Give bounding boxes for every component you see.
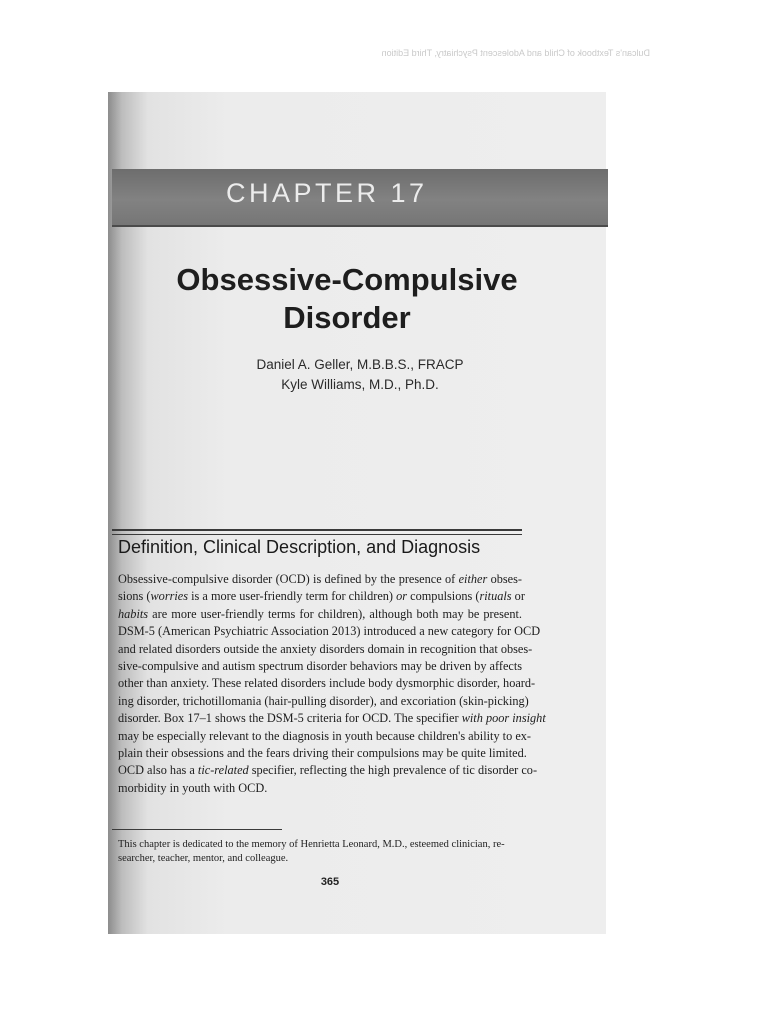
section-top-rule-thin <box>112 534 522 535</box>
body-run: other than anxiety. These related disorders include body dysmorphic disorder, hoard- <box>118 676 536 691</box>
body-line <box>118 607 522 624</box>
body-line <box>118 641 533 659</box>
body-run: OCD also has a <box>118 763 198 778</box>
body-line <box>118 676 536 693</box>
author-2: Kyle Williams, M.D., Ph.D. <box>281 377 439 392</box>
body-italic-run: tic-related <box>197 763 249 778</box>
body-line <box>118 781 522 798</box>
body-run: compulsions ( <box>407 589 480 604</box>
body-run: ing disorder, trichotillomania (hair-pulling disorder), and excoriation (skin-picking) <box>118 693 529 708</box>
chapter-title-line-2: Disorder <box>283 300 411 335</box>
section-top-rule <box>112 529 522 531</box>
body-line <box>118 763 538 780</box>
footnote-line: This chapter is dedicated to the memory of Henrietta Leonard, M.D., esteemed clinician, re- <box>118 839 505 850</box>
footnote-rule <box>112 829 282 830</box>
body-run: sions ( <box>118 589 151 604</box>
body-run: is a more user-friendly term for children) <box>188 589 397 604</box>
body-run: may be especially relevant to the diagnosis in youth because children's ability to ex- <box>118 728 532 743</box>
chapter-banner <box>112 169 608 227</box>
body-run: DSM-5 (American Psychiatric Association 2013) introduced a new category for OCD <box>118 624 541 639</box>
body-run: and related disorders outside the anxiety disorders domain in recognition that obses- <box>118 641 533 656</box>
body-run: plain their obsessions and the fears driving their compulsions may be quite limited. <box>118 746 527 760</box>
running-header-bleedthrough: Dulcan's Textbook of Child and Adolescent Psychiatry, Third Edition <box>381 48 650 58</box>
body-italic-run: or <box>396 589 408 604</box>
body-run: disorder. Box 17–1 shows the DSM-5 criteria for OCD. The specifier <box>118 711 462 726</box>
section-heading: Definition, Clinical Description, and Diagnosis <box>118 537 481 557</box>
body-line <box>118 728 532 746</box>
body-italic-run: habits <box>118 606 149 621</box>
body-run: Obsessive-compulsive disorder (OCD) is defined by the presence of <box>118 572 459 586</box>
body-italic-run: either <box>458 572 488 586</box>
body-line <box>118 624 541 641</box>
author-1: Daniel A. Geller, M.B.B.S., FRACP <box>256 357 464 372</box>
chapter-title-line-1: Obsessive-Compulsive <box>176 262 518 297</box>
body-line <box>118 693 529 711</box>
body-line <box>118 589 525 606</box>
body-line <box>118 572 522 589</box>
body-italic-run: rituals <box>479 589 512 604</box>
body-run: specifier, reflecting the high prevalence of tic disorder co- <box>248 763 538 778</box>
footnote-line: searcher, teacher, mentor, and colleague. <box>118 853 289 864</box>
body-line <box>118 711 546 728</box>
body-italic-run: worries <box>150 589 189 604</box>
chapter-label: CHAPTER 17 <box>226 178 428 208</box>
page-number: 365 <box>320 876 340 888</box>
body-line <box>118 659 522 676</box>
body-run: obses- <box>487 572 522 586</box>
body-italic-run: with poor insight <box>461 711 546 726</box>
body-run: morbidity in youth with OCD. <box>118 780 268 795</box>
body-run: or <box>511 589 525 604</box>
body-run: are more user-friendly terms for children), although both may be present. <box>148 606 522 621</box>
body-line <box>118 746 527 763</box>
body-run: sive-compulsive and autism spectrum disorder behaviors may be driven by affects <box>118 659 523 673</box>
